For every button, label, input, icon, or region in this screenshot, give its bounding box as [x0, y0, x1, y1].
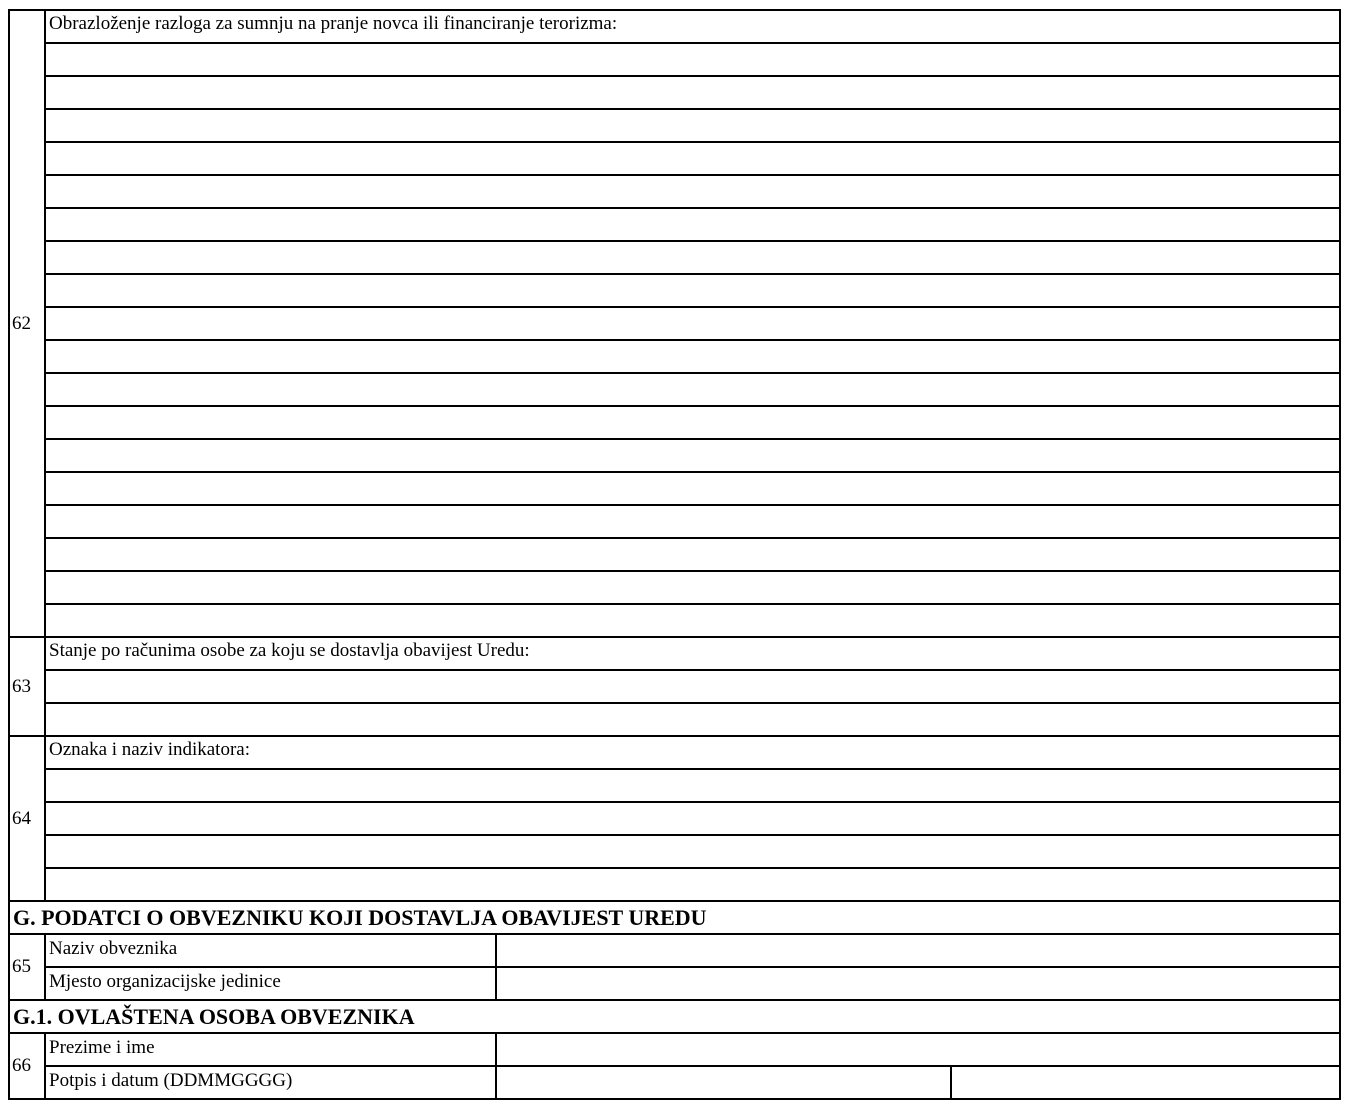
reason-line-17[interactable]	[45, 571, 1340, 604]
full-name-field[interactable]	[496, 1033, 1340, 1066]
report-form-table	[8, 9, 1341, 1100]
row-number-63: 63	[9, 637, 45, 736]
indicator-line-1[interactable]	[45, 769, 1340, 802]
reason-line-16[interactable]	[45, 538, 1340, 571]
reason-line-1[interactable]	[45, 43, 1340, 76]
reason-line-5[interactable]	[45, 175, 1340, 208]
reason-line-12[interactable]	[45, 406, 1340, 439]
full-name-label: Prezime i ime	[45, 1033, 496, 1066]
reason-line-2[interactable]	[45, 76, 1340, 109]
section-g-heading: G. PODATCI O OBVEZNIKU KOJI DOSTAVLJA OBAVIJEST UREDU	[9, 901, 1340, 934]
account-balance-label: Stanje po računima osobe za koju se dostavlja obavijest Uredu:	[45, 637, 1340, 670]
indicator-label: Oznaka i naziv indikatora:	[45, 736, 1340, 769]
balance-line-2[interactable]	[45, 703, 1340, 736]
org-unit-location-field[interactable]	[496, 967, 1340, 1000]
section-g1-heading: G.1. OVLAŠTENA OSOBA OBVEZNIKA	[9, 1000, 1340, 1033]
signature-field[interactable]	[496, 1066, 951, 1099]
indicator-line-2[interactable]	[45, 802, 1340, 835]
reason-line-13[interactable]	[45, 439, 1340, 472]
row-number-66: 66	[9, 1033, 45, 1099]
obligor-name-field[interactable]	[496, 934, 1340, 967]
obligor-name-label: Naziv obveznika	[45, 934, 496, 967]
date-field[interactable]	[951, 1066, 1340, 1099]
signature-date-label: Potpis i datum (DDMMGGGG)	[45, 1066, 496, 1099]
reason-line-9[interactable]	[45, 307, 1340, 340]
indicator-line-3[interactable]	[45, 835, 1340, 868]
reason-line-11[interactable]	[45, 373, 1340, 406]
reason-line-4[interactable]	[45, 142, 1340, 175]
reason-line-18[interactable]	[45, 604, 1340, 637]
reason-line-10[interactable]	[45, 340, 1340, 373]
reason-line-15[interactable]	[45, 505, 1340, 538]
reason-line-8[interactable]	[45, 274, 1340, 307]
balance-line-1[interactable]	[45, 670, 1340, 703]
row-number-65: 65	[9, 934, 45, 1000]
reason-line-14[interactable]	[45, 472, 1340, 505]
reason-line-7[interactable]	[45, 241, 1340, 274]
reason-line-6[interactable]	[45, 208, 1340, 241]
reason-for-suspicion-label: Obrazloženje razloga za sumnju na pranje novca ili financiranje terorizma:	[45, 10, 1340, 43]
row-number-62: 62	[9, 10, 45, 637]
row-number-64: 64	[9, 736, 45, 901]
org-unit-location-label: Mjesto organizacijske jedinice	[45, 967, 496, 1000]
indicator-line-4[interactable]	[45, 868, 1340, 901]
reason-line-3[interactable]	[45, 109, 1340, 142]
